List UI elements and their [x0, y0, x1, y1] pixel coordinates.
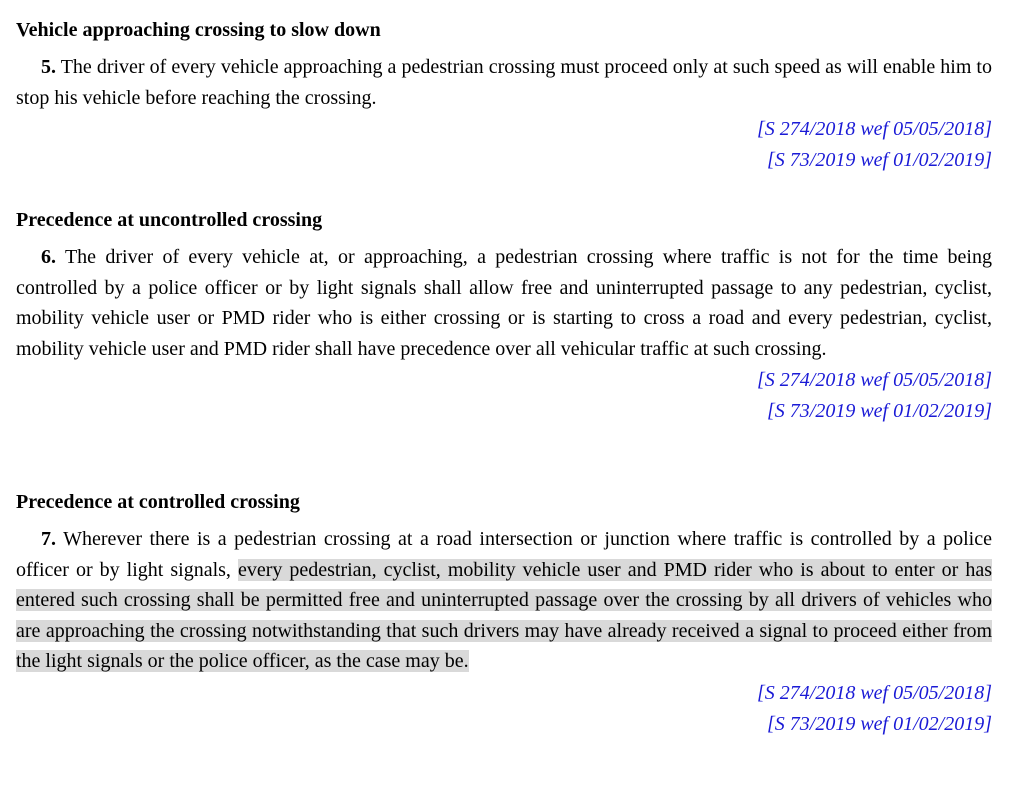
- section-number: 7.: [41, 528, 56, 550]
- section-number: 5.: [41, 56, 56, 78]
- amendment-link[interactable]: [S 274/2018 wef 05/05/2018]: [756, 118, 992, 141]
- section-number: 6.: [41, 246, 56, 268]
- amendment-link[interactable]: [S 274/2018 wef 05/05/2018]: [756, 369, 992, 392]
- amendment-references: [16, 365, 992, 426]
- section-6: [16, 208, 992, 427]
- amendment-link[interactable]: [S 73/2019 wef 01/02/2019]: [766, 399, 992, 422]
- section-heading: Vehicle approaching crossing to slow down: [16, 19, 381, 41]
- highlighted-text: every pedestrian, cyclist, mobility vehicle user and PMD rider who is about to enter or has entered such crossing shall be permitted free and uninterrupted passage over the crossing by all drivers of vehicles who are approaching the crossing notwithstanding that such drivers may have already received a signal to proceed either from the light signals or the police officer, as the case may be.: [16, 558, 992, 673]
- amendment-references: [16, 114, 992, 175]
- section-heading: Precedence at uncontrolled crossing: [16, 209, 323, 231]
- section-7: [16, 490, 992, 739]
- amendment-link[interactable]: [S 73/2019 wef 01/02/2019]: [766, 712, 992, 735]
- section-paragraph: [16, 242, 992, 364]
- amendment-link[interactable]: [S 274/2018 wef 05/05/2018]: [756, 681, 992, 704]
- section-5: [16, 18, 992, 175]
- section-paragraph: [16, 52, 992, 113]
- amendment-references: [16, 678, 992, 739]
- amendment-link[interactable]: [S 73/2019 wef 01/02/2019]: [766, 148, 992, 171]
- paragraph-text: The driver of every vehicle at, or approaching, a pedestrian crossing where traffic is not for the time being controlled by a police officer or by light signals shall allow free and uninterrupted passage to any pedestrian, cyclist, mobility vehicle user or PMD rider who is either crossing or is starting to cross a road and every pedestrian, cyclist, mobility vehicle user and PMD rider shall have precedence over all vehicular traffic at such crossing.: [16, 246, 992, 360]
- section-paragraph: [16, 524, 992, 677]
- paragraph-text: The driver of every vehicle approaching a pedestrian crossing must proceed only at such speed as will enable him to stop his vehicle before reaching the crossing.: [16, 56, 992, 109]
- paragraph-text: Wherever there is a pedestrian crossing at a road intersection or junction where traffic is controlled by a police officer or by light signals,: [16, 528, 992, 581]
- section-heading: Precedence at controlled crossing: [16, 491, 300, 513]
